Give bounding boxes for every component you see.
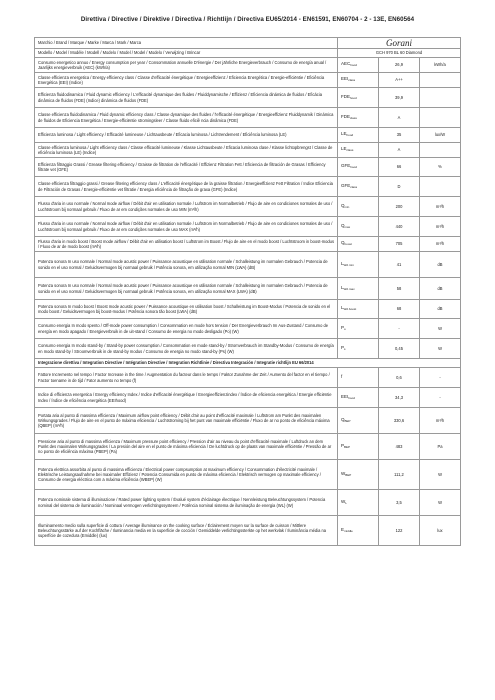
- row-symbol-sub: s: [344, 346, 346, 351]
- document-title: Direttiva / Directive / Direktive / Directiva / Richtlijn / Directiva EU65/2014 - EN61591, EN60704 - 2 - 13E, EN60564: [80, 16, 415, 23]
- table-row: [35, 252, 461, 278]
- row-symbol-sub: class: [350, 184, 358, 189]
- table-row: [35, 408, 461, 434]
- row-unit: Pa: [420, 434, 461, 460]
- integration-header: Integrazione direttiva / Integration Directive / Intégration Directive / Integration Richtlinie / Directiva Integración / Integratie richtlijn EU 66/2014: [35, 359, 461, 368]
- row-value: 39,9: [379, 88, 420, 108]
- row-symbol-main: L: [341, 260, 344, 266]
- table-row: [35, 217, 461, 237]
- row-value: 111,2: [379, 460, 420, 490]
- table-row: [35, 460, 461, 490]
- row-unit: dB: [420, 278, 461, 300]
- row-value: A: [379, 108, 420, 128]
- row-symbol-sub: middle: [344, 528, 353, 533]
- energy-data-table-body: [35, 38, 461, 546]
- row-symbol-sub: BEP: [344, 418, 351, 423]
- row-description: Potenza sonora In modo boost / Boost mode acustic power / Puissance acoustique en utilisation boost / Schalleistung im Boost-Modus / Potencia de sonido en el modo boost / Geluidsvermogen bij boost-modus / Potência sonora tão boost (LWA) (dB): [35, 300, 338, 319]
- model-row: [35, 49, 461, 58]
- row-description: Classe efficienza luminosa / Light efficiency class / Classe efficacité lumineuse / Klasse Lichtausbeute / Eficacia luminosa clase / Klasse lichtopbrengst / Classe de eficiência luminosa (LE) (Indice): [35, 143, 338, 158]
- row-description: Consumo energetico annuo / Energy consumption per year / Consommation annuelle D'énergie / Der jährliche Energieverbrauch / Consumo de energía anual / Jaarlijks energieverbruik (AEC) (kWh/a): [35, 58, 338, 73]
- row-value: 200: [379, 197, 420, 217]
- table-row: [35, 516, 461, 546]
- row-unit: W: [420, 490, 461, 516]
- row-unit: lux/W: [420, 128, 461, 143]
- row-symbol-main: GFE: [341, 163, 351, 169]
- row-unit: lux: [420, 516, 461, 546]
- row-unit: dB: [420, 252, 461, 278]
- brand-value-cell: [338, 38, 461, 49]
- row-symbol-main: Q: [341, 222, 345, 228]
- row-value: 122: [379, 516, 420, 546]
- row-symbol: [338, 58, 379, 73]
- row-symbol-sub: WA min: [343, 262, 354, 267]
- row-unit: W: [420, 339, 461, 359]
- row-symbol: [338, 388, 379, 408]
- row-symbol: [338, 143, 379, 158]
- row-symbol-main: GFE: [341, 182, 351, 188]
- row-symbol: [338, 434, 379, 460]
- model-label: Modello / Model / Modèle / Modell / Modelo / Model / Model / Modelo / Verwijzing / Brincar: [35, 49, 338, 58]
- row-symbol: [338, 158, 379, 177]
- row-symbol-main: P: [341, 344, 345, 350]
- row-symbol-sub: WA boost: [343, 307, 357, 312]
- row-symbol-main: EEI: [341, 393, 349, 399]
- row-value: 66: [379, 158, 420, 177]
- row-symbol-sub: WA max: [343, 286, 355, 291]
- row-unit: %: [420, 158, 461, 177]
- row-value: 0,45: [379, 339, 420, 359]
- row-symbol-sub: L: [345, 500, 347, 505]
- row-symbol: [338, 490, 379, 516]
- table-row: [35, 319, 461, 339]
- row-symbol-main: L: [341, 284, 344, 290]
- row-value: 35: [379, 128, 420, 143]
- row-symbol: [338, 108, 379, 128]
- row-symbol: [338, 319, 379, 339]
- row-symbol-sub: max: [344, 224, 351, 229]
- row-description: Efficienza filtraggio Grassi / Grease filtering efficiency / Graisse de filtration de l'efficacité / Effizienz Filtration Fett / Eficiencia de filtración de Grasas / Efficiency filtrate vet (GFE): [35, 158, 338, 177]
- row-symbol-main: E: [341, 526, 345, 532]
- table-row: [35, 490, 461, 516]
- row-value: D: [379, 177, 420, 197]
- row-value: 68: [379, 300, 420, 319]
- energy-data-table: [34, 37, 461, 546]
- row-value: 3,5: [379, 490, 420, 516]
- row-value: 440: [379, 217, 420, 237]
- row-value: A++: [379, 73, 420, 88]
- model-value: GCH 970 BL 60 Diamond: [338, 49, 461, 58]
- row-symbol: [338, 88, 379, 108]
- row-description: Efficienza luminosa / Light efficiency / Efficacité lumineuse / Lichtausbeute / Eficacia luminosa / Lichtrendement / Eficiência luminosa (LE): [35, 128, 338, 143]
- table-row: [35, 434, 461, 460]
- row-symbol-main: Q: [341, 202, 345, 208]
- row-value: 34,3: [379, 388, 420, 408]
- row-symbol-sub: hood: [346, 133, 354, 138]
- table-row: [35, 58, 461, 73]
- integration-header-row: [35, 359, 461, 368]
- row-description: Portata aria al punto di massima efficienza / Maximum airflow point efficiency / Débit d'air au point d'efficacité maximale / Luftstrom am Punkt des maximalen Wirkungsgrades / Flujo de aire en el punto de máxima eficiencia / Luchtstroming bij het punt van maximale efficiëntie / Fluxo de ar no ponto de eficiência máxima (QBEP) (m³/h): [35, 408, 338, 434]
- row-symbol: [338, 339, 379, 359]
- table-row: [35, 143, 461, 158]
- row-description: Classe efficienza energetica / Energy efficiency class / Classe d'efficacité énergétique / Energieeffizienz / Eficiencia Energética / Energie-efficiëntie / Eficiência Energética (EEI) (Indice): [35, 73, 338, 88]
- row-unit: W: [420, 319, 461, 339]
- row-description: Efficienza fluidodinamica / Fluid dynamic efficiency / L'efficacité dynamique des fluides / Fluiddynamische / Effizienz / Eficiencia dinámica de fluidos / Eficácia dinâmica de fluidos (FDE) (Indice) dinámica de fluidos (FDE): [35, 88, 338, 108]
- row-unit: m³/h: [420, 408, 461, 434]
- row-unit: [420, 143, 461, 158]
- table-row: [35, 108, 461, 128]
- row-value: 41: [379, 252, 420, 278]
- table-row: [35, 73, 461, 88]
- row-symbol: [338, 73, 379, 88]
- table-row: [35, 177, 461, 197]
- table-row: [35, 237, 461, 252]
- row-symbol: [338, 237, 379, 252]
- row-symbol-main: EEI: [341, 76, 349, 82]
- row-symbol-main: P: [341, 324, 345, 330]
- row-description: Potenza elettrica assorbita al punto di massima efficienza / Electrical power compsumption at maximum efficiency / Consommation d'électricité maximale / Elektrische Leistungsaufnahme bei maximaler Effizienz / Potencia Consumida en punto de máxima eficiencia / Elektrisch vermogen op maximale efficiency / Consumo de energia eléctrica com a máxima eficiência (WBEP) (W): [35, 460, 338, 490]
- row-symbol: [338, 300, 379, 319]
- row-symbol-main: W: [341, 498, 346, 504]
- row-unit: dB: [420, 300, 461, 319]
- row-symbol-sub: BEP: [345, 472, 352, 477]
- row-symbol-main: FDE: [341, 93, 350, 99]
- row-value: -: [379, 319, 420, 339]
- brand-label: Marchio / Brand / Marque / Marke / Marca / Mark / Marca: [35, 38, 338, 49]
- row-description: Indice di efficienza energetica / Energy efficiency Index / Indice d'efficacité énergétique / Energieeffizienzindex / Índice de eficiencia energética / Energie efficiëntie Index / Índice de eficiência energética (EEIhood): [35, 388, 338, 408]
- row-symbol: [338, 128, 379, 143]
- row-symbol-main: W: [341, 470, 346, 476]
- row-symbol-main: LE: [341, 146, 347, 152]
- row-symbol-main: AEC: [341, 61, 351, 67]
- table-row: [35, 278, 461, 300]
- row-symbol: [338, 217, 379, 237]
- row-value: 483: [379, 434, 420, 460]
- row-description: Consumo energia In modo spento / Off-mode power consumption / Consommation en mode hors tension / Der Energieverbrauch Im Aus-Zustand / Consumo de energía en modo apagado / Energieverbruik in de uit-stand / Consumo de energia no modo desligado (Po) (W): [35, 319, 338, 339]
- row-symbol: [338, 516, 379, 546]
- row-unit: -: [420, 388, 461, 408]
- row-unit: m³/h: [420, 217, 461, 237]
- row-symbol-main: FDE: [341, 113, 350, 119]
- row-symbol: [338, 197, 379, 217]
- row-symbol-sub: min: [344, 204, 350, 209]
- row-unit: m³/h: [420, 197, 461, 217]
- row-unit: [420, 88, 461, 108]
- row-description: Consumo energia In modo stand-by / Stand-by power consumption / Consommation en mode stand-by / Stromverbrauch im Standby-Modus / Consumo de energía en modo stand-by / Stroomverbruik in de stand-by modus / Consumo de energia no modo stand-by (Ps) (W): [35, 339, 338, 359]
- row-description: Classe efficienza fluidodinamica / Fluid dynamic efficiency class / Classe dynamique des fluides / l'efficacité énergétique / Energieeffizienz Fluiddynamik / Dinámica de fluidos de Eficiencia Energética / Energie-efficiëntie stromingsleer / Classe fluido eficiê ncia dinâmica (FDE): [35, 108, 338, 128]
- row-unit: [420, 108, 461, 128]
- row-symbol-main: P: [341, 442, 345, 448]
- row-symbol-sub: hood: [350, 63, 357, 68]
- row-description: Potenza sonora In uso normale / Normal mode acustic power / Puissance acoustique en utilisation normale / Schalleistung im normalen Gebrauch / Potencia de sonido en el uso normal / Geluidsvermogen bij normaal gebruik / Potência sonora, em utilização normal MIN (LWA) (dB): [35, 252, 338, 278]
- row-symbol-sub: BEP: [344, 444, 351, 449]
- row-symbol: [338, 177, 379, 197]
- table-row: [35, 388, 461, 408]
- row-unit: -: [420, 368, 461, 388]
- row-description: Fattore Incremento nel tempo / Factor Increase in the time / Augmentation du facteur dans le temps / Faktor Zunahme der Zeit / Aumento del factor en el tiempo / Factor toename in de tijd / Fator aumento no tempo (f): [35, 368, 338, 388]
- row-unit: kWh/a: [420, 58, 461, 73]
- row-symbol-main: Q: [341, 240, 345, 246]
- row-value: A: [379, 143, 420, 158]
- row-description: Classe efficienza filtraggio grassi / Grease filtering efficiency class / L'efficacité énergétique de la graisse filtration / Energieeffizienz Fett Filtration / Indice Eficiencia de Filtración de Grasas / Energie-efficiëntie vet filtratie / Energia eficiência de filtração de graxa (GFE) (Indice): [35, 177, 338, 197]
- table-row: [35, 300, 461, 319]
- table-row: [35, 339, 461, 359]
- brand-logo: Gorani: [385, 37, 412, 48]
- row-value: 330,6: [379, 408, 420, 434]
- row-description: Flusso d'aria in uso normale / Normal mode airflow / Débit d'air en utilisation normale / Luftstrom im Normalbetrieb / Flujo de aire en condiciones normales de uso / Luchtstroom bij normaal gebruik / Fluxo de ar em condições normales de uso MIN (m³/h): [35, 197, 338, 217]
- row-unit: [420, 73, 461, 88]
- row-value: 26,9: [379, 58, 420, 73]
- row-unit: [420, 177, 461, 197]
- row-symbol-main: Q: [341, 416, 345, 422]
- row-symbol-sub: boost: [344, 242, 352, 247]
- table-row: [35, 158, 461, 177]
- row-symbol-main: LE: [341, 131, 347, 137]
- row-symbol: [338, 278, 379, 300]
- row-symbol-sub: o: [344, 326, 346, 331]
- row-symbol-main: f: [341, 373, 343, 379]
- row-value: 58: [379, 278, 420, 300]
- brand-row: [35, 38, 461, 49]
- row-symbol-sub: class: [350, 115, 357, 120]
- row-description: Flusso d'aria in uso normale / Normal mode airflow / Débit d'air en utilisation normale / Luftstrom im Normalbetrieb / Flujo de aire en condiciones normales de uso / Luchtstroom bij normaal gebruik / Fluxo de ar em condições normales de uso MAX (m³/h): [35, 217, 338, 237]
- row-description: Potenza nominale sistema di illuminazione / Rated power lighting system / Évalué system d'éclairage électrique / Nennleistung Beleuchtungssystem / Potencia nominal del sistema de iluminación / Nominaal vermogen verlichtingssysteem / Potência nominal sistema de iluminação de energia (WL) (W): [35, 490, 338, 516]
- row-description: Illuminamento medio sulla superficie di cottura / Average illuminance on the cooking surface / Éclairement moyen sur la surface de cuisson / Mittlere Beleuchtungsstärke auf der Kochfläche / Iluminancia media en la superficie de cocción / Gemiddelde verlichtingssterkte op het werkvlak / Iluminância média na superfície de cozedura (Emiddle) (lux): [35, 516, 338, 546]
- row-symbol-sub: class: [346, 148, 354, 153]
- table-row: [35, 88, 461, 108]
- row-description: Pressione aria al punto di massima efficienza / Maximum pressure point efficiency / Pression d'air au niveau du point d'efficacité maximale / Luftdruck an dem Punkt des maximalen Wirkungsgrades / La presión del aire en el punto de máxima eficiencia / De luchtdruck op de plaats van maximale efficiëntie / Pressão de ar no ponto de eficiência máxima (PBEP) (Pa): [35, 434, 338, 460]
- row-symbol-sub: hood: [350, 165, 357, 170]
- row-unit: W: [420, 460, 461, 490]
- row-value: 705: [379, 237, 420, 252]
- row-symbol-sub: class: [348, 78, 356, 83]
- row-value: 0,6: [379, 368, 420, 388]
- row-symbol: [338, 460, 379, 490]
- row-symbol-sub: hood: [350, 95, 357, 100]
- row-unit: m³/h: [420, 237, 461, 252]
- table-row: [35, 197, 461, 217]
- table-row: [35, 128, 461, 143]
- row-description: Flusso d'aria in modo boost / Boost mode airflow / Débit d'air en utilisation boost / Luftstrom im Boost / Flujo de aire en el modo boost / Luchtstroom in boost-modus / Fluxo de ar de modo boost (m³/h): [35, 237, 338, 252]
- row-symbol: [338, 252, 379, 278]
- row-symbol: [338, 408, 379, 434]
- table-row: [35, 368, 461, 388]
- row-description: Potenza sonora In uso normale / Normal mode acustic power / Puissance acoustique en utilisation normale / Schalleistung im normalen Gebrauch / Potencia de sonido en el uso normal / Geluidsvermogen bij normaal gebruik / Potência sonora, em utilização normal MAX (LWA) (dB): [35, 278, 338, 300]
- row-symbol-main: L: [341, 305, 344, 311]
- row-symbol: [338, 368, 379, 388]
- row-symbol-sub: hood: [348, 395, 355, 400]
